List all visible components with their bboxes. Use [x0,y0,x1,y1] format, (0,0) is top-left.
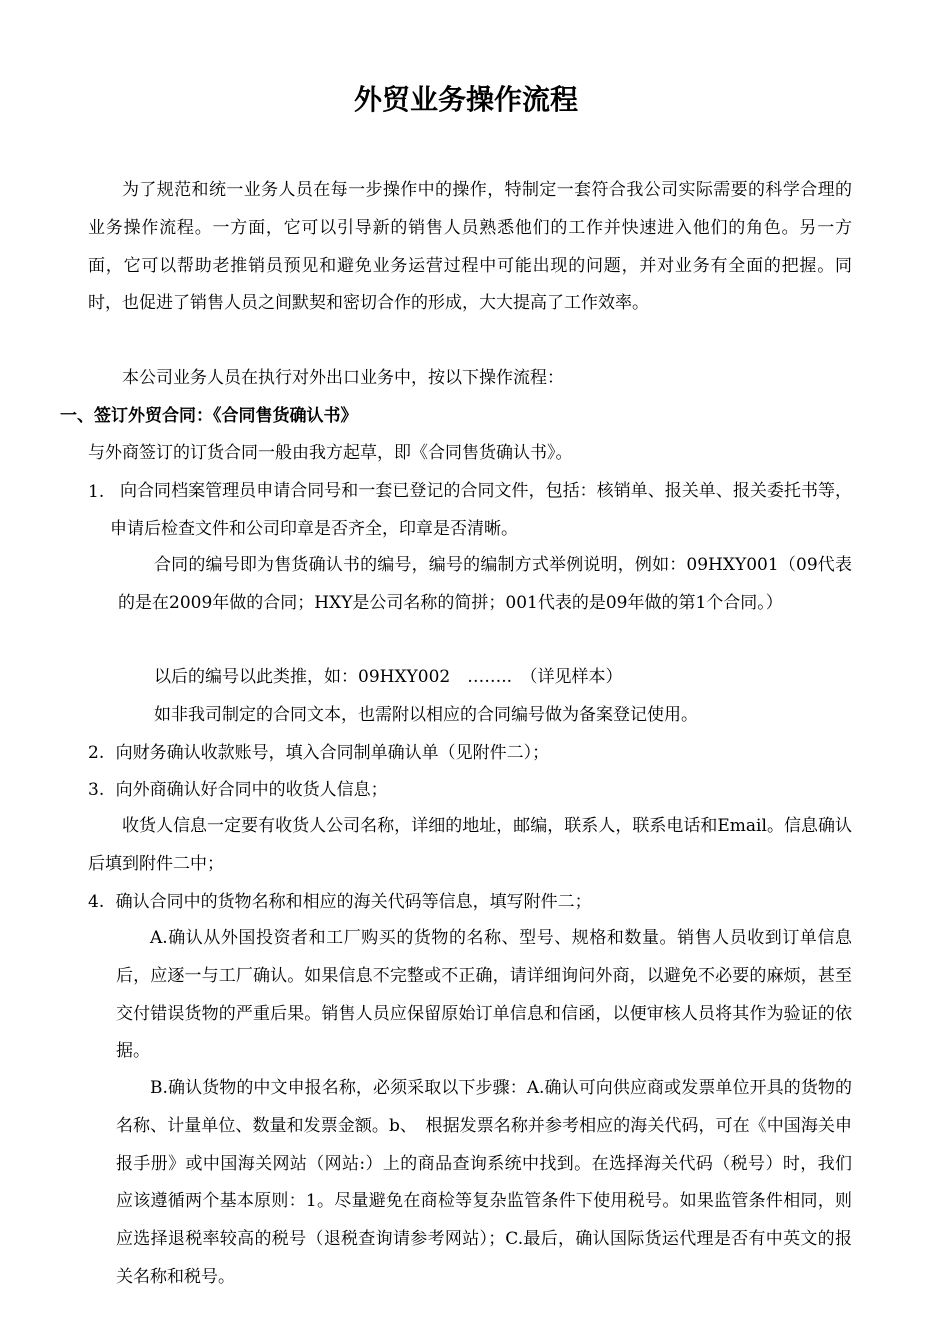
list-item-text: 向财务确认收款账号，填入合同制单确认单（见附件二）； [115,743,550,763]
list-item-text: 向外商确认好合同中的收货人信息； [115,780,388,800]
item-1-note-2: 以后的编号以此类推，如：09HXY002 …….. （详见样本） [154,667,623,687]
item-1-note-3: 如非我司制定的合同文本，也需附以相应的合同编号做为备案登记使用。 [154,705,698,725]
intro-paragraph-2: 本公司业务人员在执行对外出口业务中，按以下操作流程： [122,368,564,388]
item-4-point-b: B.确认货物的中文申报名称，必须采取以下步骤：A.确认可向供应商或发票单位开具的货物的名称、计量单位、数量和发票金额。b、 根据发票名称并参考相应的海关代码，可在《中国海关申报手册》或中国海关网站（网站:）上的商品查询系统中找到。在选择海关代码（税号）时，我们应该遵循两个基本原则：1。尽量避免在商检等复杂监管条件下使用税号。如果监管条件相同，则应选择退税率较高的税号（退税查询请参考网站）；C.最后，确认国际货运代理是否有中英文的报关名称和税号。 [116,1078,852,1287]
section-1-intro: 与外商签订的订货合同一般由我方起草，即《合同售货确认书》。 [88,443,573,463]
list-item-text: 向合同档案管理员申请合同号和一套已登记的合同文件，包括：核销单、报关单、报关委托书等，申请后检查文件和公司印章是否齐全，印章是否清晰。 [110,481,852,539]
list-item-number: 3. [88,780,105,800]
item-4-point-a: A.确认从外国投资者和工厂购买的货物的名称、型号、规格和数量。销售人员收到订单信息后，应逐一与工厂确认。如果信息不完整或不正确，请详细询问外商，以避免不必要的麻烦，甚至交付错误货物的严重后果。销售人员应保留原始订单信息和信函，以便审核人员将其作为验证的依据。 [116,928,852,1062]
section-1-heading: 一、签订外贸合同：《合同售货确认书》 [60,406,358,426]
list-item-4 [88,883,852,921]
intro-paragraph: 为了规范和统一业务人员在每一步操作中的操作，特制定一套符合我公司实际需要的科学合理的业务操作流程。一方面，它可以引导新的销售人员熟悉他们的工作并快速进入他们的角色。另一方面，它可以帮助老推销员预见和避免业务运营过程中可能出现的问题，并对业务有全面的把握。同时，也促进了销售人员之间默契和密切合作的形成，大大提高了工作效率。 [88,180,852,314]
list-item-1 [88,473,852,549]
list-item-3 [88,771,852,809]
document-title: 外贸业务操作流程 [353,83,578,116]
item-1-note-1: 合同的编号即为售货确认书的编号，编号的编制方式举例说明，例如：09HXY001（09代表的是在2009年做的合同；HXY是公司名称的简拼；001代表的是09年做的第1个合同。） [118,555,852,613]
list-item-number: 1. [88,482,105,502]
list-item-2 [88,734,852,772]
item-3-note: 收货人信息一定要有收货人公司名称，详细的地址，邮编，联系人，联系电话和Email。信息确认后填到附件二中； [88,816,852,874]
list-item-text: 确认合同中的货物名称和相应的海关代码等信息，填写附件二； [115,892,592,912]
list-item-number: 4. [88,892,105,912]
list-item-number: 2. [88,743,105,763]
